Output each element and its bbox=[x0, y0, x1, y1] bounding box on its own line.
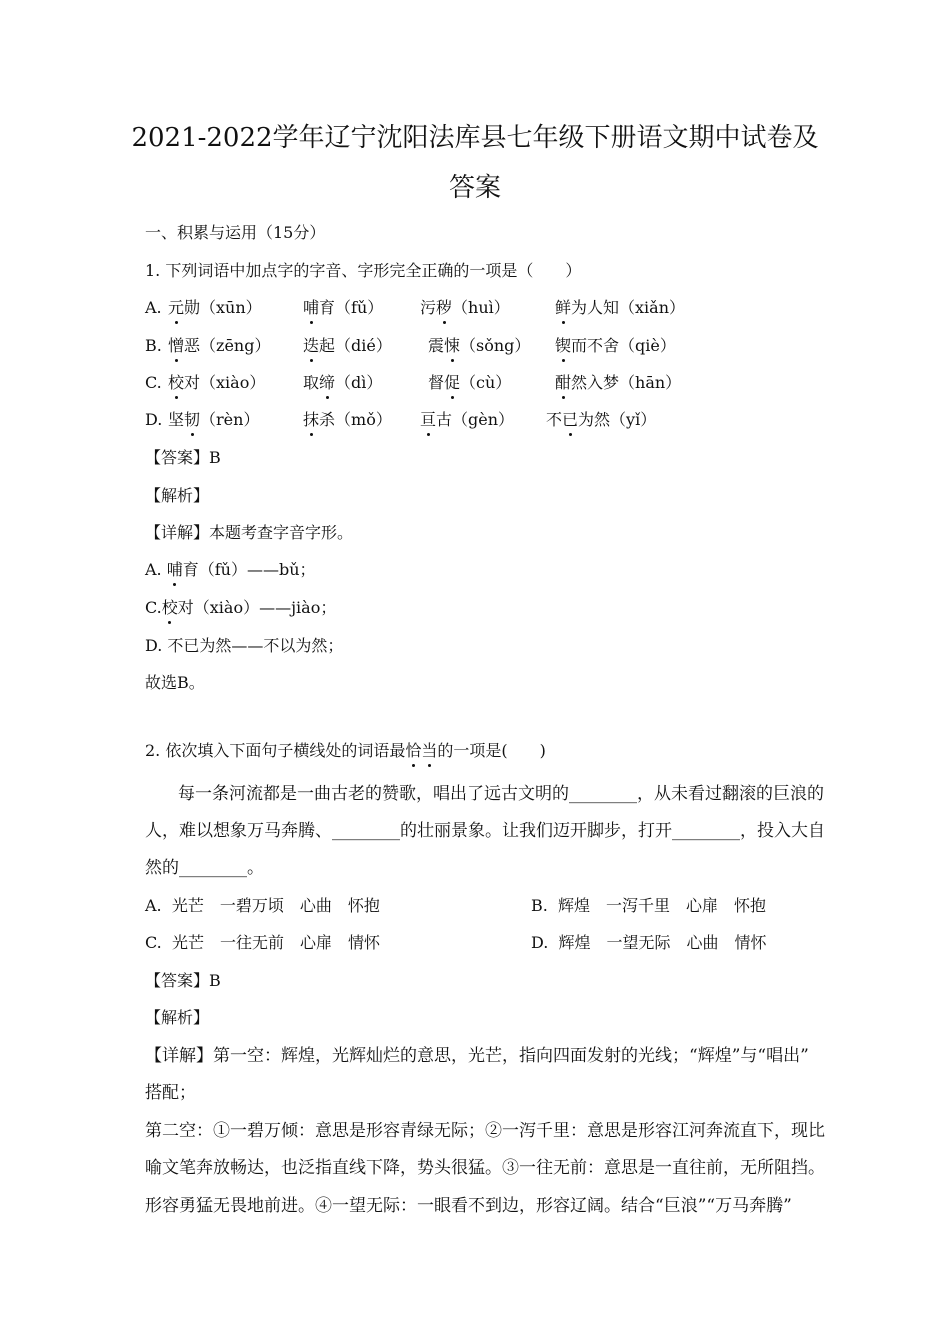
word-text: 为人知（xiǎn） bbox=[571, 298, 686, 317]
question-1-correction-line bbox=[145, 636, 343, 656]
option-label: C. bbox=[145, 933, 162, 952]
question-1-correction-line bbox=[145, 598, 336, 618]
word-text: （cù） bbox=[460, 373, 512, 392]
word-text: 为然（yǐ） bbox=[578, 410, 657, 429]
dotted-char: 锲 bbox=[555, 336, 572, 355]
question-1-analysis: 【解析】 bbox=[145, 486, 210, 505]
word-text: 督 bbox=[428, 373, 445, 392]
question-1-option-word bbox=[303, 410, 392, 430]
question-1-option-word bbox=[168, 298, 262, 318]
document-title-line2: 答案 bbox=[448, 173, 501, 203]
question-2-passage-line: 每一条河流都是一曲古老的赞歌，唱出了远古文明的________，从未看过翻滚的巨浪的 bbox=[178, 784, 824, 804]
word-text: 对（xiào） bbox=[184, 373, 266, 392]
question-1-option-label: D. bbox=[145, 410, 163, 429]
question-1-option-word bbox=[420, 410, 514, 430]
correction-text: C. bbox=[145, 598, 162, 617]
word-text: 古（gèn） bbox=[436, 410, 515, 429]
question-1-option-word bbox=[428, 373, 511, 393]
question-1-option-word bbox=[168, 336, 270, 356]
question-1-option-word bbox=[555, 336, 676, 356]
question-2-answer: 【答案】B bbox=[145, 971, 221, 990]
question-1-conclusion: 故选B。 bbox=[145, 673, 205, 692]
question-1-option-word bbox=[303, 336, 392, 356]
question-2-stem-start: 2. 依次填入下面句子横线处的词语最 bbox=[145, 741, 406, 760]
question-2-detail-line: 第二空：①一碧万倾：意思是形容青绿无际；②一泻千里：意思是形容江河奔流直下，现比 bbox=[145, 1121, 825, 1141]
question-2-dotted-char: 恰 bbox=[405, 741, 422, 760]
question-1-option-word bbox=[546, 410, 656, 430]
word-text: 污 bbox=[420, 298, 437, 317]
dotted-char: 抹 bbox=[303, 410, 320, 429]
correction-text: D. 不已为然——不以为然； bbox=[145, 636, 344, 655]
question-2-option-c bbox=[145, 933, 380, 953]
dotted-char: 悚 bbox=[444, 336, 461, 355]
option-label: B. bbox=[531, 896, 548, 915]
option-label: A. bbox=[145, 896, 162, 915]
question-1-option-word bbox=[168, 410, 259, 430]
option-label: D. bbox=[531, 933, 549, 952]
question-2-option-b bbox=[531, 896, 766, 916]
question-1-option-word bbox=[303, 298, 383, 318]
option-text: 光芒 一往无前 心扉 情怀 bbox=[171, 933, 380, 952]
word-text: 恶（zēng） bbox=[184, 336, 271, 355]
correction-text: A. bbox=[145, 560, 167, 579]
question-1-stem: 1. 下列词语中加点字的字音、字形完全正确的一项是（ ） bbox=[145, 261, 582, 280]
question-2-detail-line: 形容勇猛无畏地前进。④一望无际：一眼看不到边，形容辽阔。结合“巨浪”“万马奔腾” bbox=[145, 1196, 792, 1216]
question-1-option-word bbox=[555, 373, 681, 393]
question-1-option-label: A. bbox=[145, 298, 162, 317]
word-text: 勋（xūn） bbox=[184, 298, 262, 317]
word-text: 杀（mǒ） bbox=[319, 410, 392, 429]
correction-text: 对（xiào）——jiào； bbox=[177, 598, 337, 617]
word-text: 育（fǔ） bbox=[319, 298, 384, 317]
dotted-char: 鲜 bbox=[555, 298, 572, 317]
word-text: 而不舍（qiè） bbox=[571, 336, 676, 355]
word-text: 起（dié） bbox=[319, 336, 392, 355]
question-2-dotted-char: 当 bbox=[421, 741, 438, 760]
option-text: 光芒 一碧万顷 心曲 怀抱 bbox=[171, 896, 380, 915]
word-text: 然入梦（hān） bbox=[571, 373, 682, 392]
word-text: （huì） bbox=[452, 298, 510, 317]
dotted-char: 哺 bbox=[166, 560, 183, 579]
word-text: 取 bbox=[303, 373, 320, 392]
word-text: 震 bbox=[428, 336, 445, 355]
dotted-char: 秽 bbox=[436, 298, 453, 317]
section-heading: 一、积累与运用（15分） bbox=[145, 223, 326, 242]
word-text: （sǒng） bbox=[460, 336, 531, 355]
word-text: 不 bbox=[546, 410, 563, 429]
question-2-stem-end: 的一项是( ) bbox=[437, 741, 546, 760]
question-2-detail-line: 【详解】第一空：辉煌，光辉灿烂的意思，光芒，指向四面发射的光线；“辉煌”与“唱出” bbox=[145, 1046, 809, 1066]
question-1-answer: 【答案】B bbox=[145, 448, 221, 467]
dotted-char: 已 bbox=[562, 410, 579, 429]
dotted-char: 元 bbox=[168, 298, 185, 317]
dotted-char: 韧 bbox=[184, 410, 201, 429]
dotted-char: 亘 bbox=[420, 410, 437, 429]
question-1-option-word bbox=[428, 336, 530, 356]
question-1-detail: 【详解】本题考查字音字形。 bbox=[145, 523, 354, 542]
option-text: 辉煌 一望无际 心曲 情怀 bbox=[558, 933, 767, 952]
dotted-char: 憎 bbox=[168, 336, 185, 355]
dotted-char: 校 bbox=[161, 598, 178, 617]
question-1-correction-line bbox=[145, 560, 316, 580]
dotted-char: 校 bbox=[168, 373, 185, 392]
dotted-char: 酣 bbox=[555, 373, 572, 392]
question-2-option-d bbox=[531, 933, 767, 953]
word-text: 坚 bbox=[168, 410, 185, 429]
question-2-passage-line: 人，难以想象万马奔腾、________的壮丽景象。让我们迈开脚步，打开________，投入大自 bbox=[145, 821, 825, 841]
question-2-detail-line: 搭配； bbox=[145, 1083, 196, 1103]
correction-text: 育（fǔ）——bǔ； bbox=[182, 560, 316, 579]
question-2-passage-line: 然的________。 bbox=[145, 858, 264, 878]
document-title-line1: 2021-2022学年辽宁沈阳法库县七年级下册语文期中试卷及 bbox=[131, 123, 819, 153]
option-text: 辉煌 一泻千里 心扉 怀抱 bbox=[558, 896, 767, 915]
word-text: （dì） bbox=[335, 373, 383, 392]
question-2-stem bbox=[145, 741, 546, 761]
question-1-option-word bbox=[555, 298, 685, 318]
dotted-char: 哺 bbox=[303, 298, 320, 317]
question-2-detail-line: 喻文笔奔放畅达，也泛指直线下降，势头很猛。③一往无前：意思是一直往前，无所阻挡。 bbox=[145, 1158, 825, 1178]
question-2-analysis: 【解析】 bbox=[145, 1008, 210, 1027]
question-1-option-word bbox=[420, 298, 510, 318]
question-2-option-a bbox=[145, 896, 380, 916]
question-1-option-word bbox=[168, 373, 265, 393]
dotted-char: 缔 bbox=[319, 373, 336, 392]
question-1-option-label: C. bbox=[145, 373, 162, 392]
dotted-char: 促 bbox=[444, 373, 461, 392]
question-1-option-word bbox=[303, 373, 382, 393]
word-text: （rèn） bbox=[200, 410, 260, 429]
dotted-char: 迭 bbox=[303, 336, 320, 355]
question-1-option-label: B. bbox=[145, 336, 162, 355]
